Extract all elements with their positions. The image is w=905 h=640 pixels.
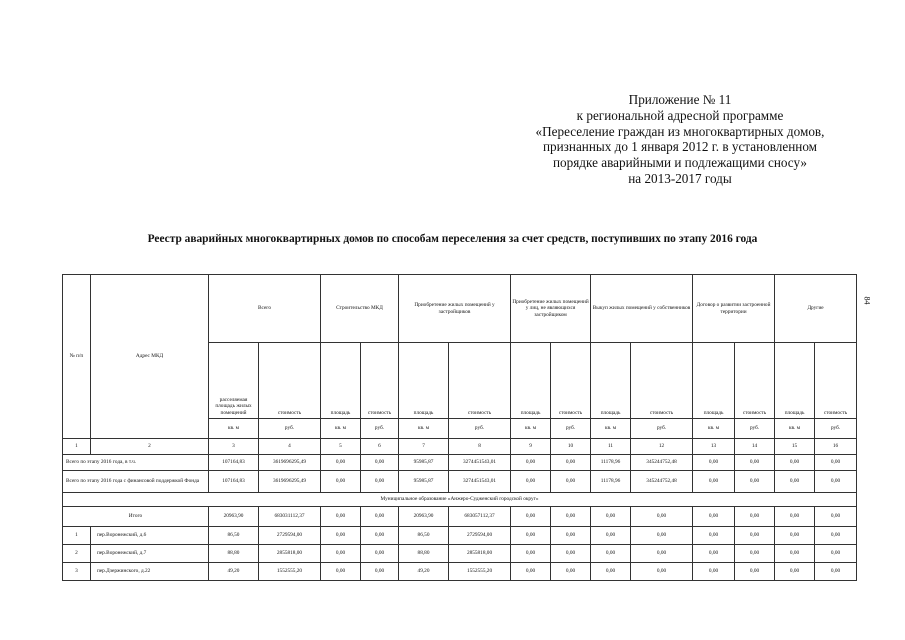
cell: 88,80: [399, 545, 449, 563]
appendix-line: на 2013-2017 годы: [628, 170, 732, 186]
column-number: 6: [361, 439, 399, 455]
unit-area: кв. м: [591, 419, 631, 439]
column-number: 7: [399, 439, 449, 455]
cell: 0,00: [551, 563, 591, 581]
column-number: 13: [693, 439, 735, 455]
municipality-label: Муниципальное образование «Анжеро-Судженский городской округ»: [63, 493, 857, 507]
sub-cost: стоимость: [735, 343, 775, 419]
cell: 95985,87: [399, 471, 449, 493]
cell: 0,00: [693, 527, 735, 545]
cell: 2855818,00: [449, 545, 511, 563]
table-row: [63, 471, 857, 493]
cell: 0,00: [321, 545, 361, 563]
appendix-line: Приложение № 11: [628, 92, 732, 107]
cell: 0,00: [693, 471, 735, 493]
unit-area: кв. м: [399, 419, 449, 439]
cell: 11178,96: [591, 455, 631, 471]
table-row: [63, 527, 857, 545]
column-number: 15: [775, 439, 815, 455]
appendix-line: «Переселение граждан из многоквартирных домов,: [535, 123, 825, 139]
sub-cost: стоимость: [815, 343, 857, 419]
sub-area: площадь: [693, 343, 735, 419]
cell: 0,00: [511, 471, 551, 493]
cell: 3619696295,49: [259, 455, 321, 471]
unit-area: кв. м: [775, 419, 815, 439]
cell: 49,20: [399, 563, 449, 581]
cell: 86,50: [209, 527, 259, 545]
cell: 1552555,20: [449, 563, 511, 581]
cell: 88,80: [209, 545, 259, 563]
row-address: пер.Воронежский, д.6: [91, 527, 209, 545]
cell: 20963,90: [209, 507, 259, 527]
sub-area: площадь: [591, 343, 631, 419]
unit-rub: руб.: [631, 419, 693, 439]
column-number: 8: [449, 439, 511, 455]
row-label: Всего по этапу 2016 года с финансовой поддержкой Фонда: [63, 471, 209, 493]
unit-area: кв. м: [209, 419, 259, 439]
cell: 345244752,48: [631, 455, 693, 471]
cell: 2855818,00: [259, 545, 321, 563]
page-number: 84: [862, 296, 872, 305]
sub-cost: стоимость: [449, 343, 511, 419]
cell: 0,00: [551, 507, 591, 527]
cell: 0,00: [815, 471, 857, 493]
cell: 0,00: [551, 471, 591, 493]
cell: 0,00: [321, 507, 361, 527]
header-purchase-developers: Приобретение жилых помещений у застройщиков: [399, 275, 511, 343]
cell: 0,00: [551, 527, 591, 545]
table-row: [63, 563, 857, 581]
cell: 0,00: [591, 527, 631, 545]
cell: 0,00: [321, 455, 361, 471]
column-number: 14: [735, 439, 775, 455]
column-number: 16: [815, 439, 857, 455]
sub-area-total: расселяемая площадь жилых помещений: [209, 343, 259, 419]
cell: 0,00: [775, 471, 815, 493]
sub-cost: стоимость: [259, 343, 321, 419]
cell: 0,00: [815, 545, 857, 563]
unit-rub: руб.: [551, 419, 591, 439]
cell: 49,20: [209, 563, 259, 581]
unit-area: кв. м: [693, 419, 735, 439]
sub-area: площадь: [775, 343, 815, 419]
cell: 0,00: [735, 545, 775, 563]
cell: 0,00: [631, 527, 693, 545]
column-number: 2: [91, 439, 209, 455]
row-address: пер.Дзержинского, д.22: [91, 563, 209, 581]
cell: 0,00: [321, 471, 361, 493]
cell: 0,00: [361, 527, 399, 545]
cell: 345244752,48: [631, 471, 693, 493]
column-number: 1: [63, 439, 91, 455]
row-number: 2: [63, 545, 91, 563]
cell: 0,00: [693, 545, 735, 563]
cell: 2729594,00: [259, 527, 321, 545]
cell: 2729594,00: [449, 527, 511, 545]
cell: 0,00: [775, 507, 815, 527]
cell: 0,00: [361, 507, 399, 527]
cell: 0,00: [511, 527, 551, 545]
cell: 3274451543,01: [449, 471, 511, 493]
cell: 0,00: [591, 545, 631, 563]
cell: 0,00: [511, 455, 551, 471]
cell: 0,00: [511, 563, 551, 581]
cell: 20963,90: [399, 507, 449, 527]
appendix-block: [480, 92, 880, 187]
cell: 0,00: [321, 527, 361, 545]
header-construction: Строительство МКД: [321, 275, 399, 343]
cell: 683057112,37: [449, 507, 511, 527]
appendix-line: порядке аварийными и подлежащими сносу»: [552, 155, 807, 171]
cell: 107164,83: [209, 471, 259, 493]
cell: 0,00: [735, 471, 775, 493]
cell: 0,00: [815, 507, 857, 527]
header-agreement: Договор о развитии застроенной территории: [693, 275, 775, 343]
municipality-row: [63, 493, 857, 507]
cell: 0,00: [815, 455, 857, 471]
row-address: пер.Воронежский, д.7: [91, 545, 209, 563]
cell: 0,00: [361, 455, 399, 471]
cell: 0,00: [591, 507, 631, 527]
cell: 0,00: [551, 545, 591, 563]
sub-area: площадь: [321, 343, 361, 419]
cell: 86,50: [399, 527, 449, 545]
unit-area: кв. м: [511, 419, 551, 439]
cell: 683031112,37: [259, 507, 321, 527]
header-other: Другие: [775, 275, 857, 343]
cell: 0,00: [511, 545, 551, 563]
header-buyout: Выкуп жилых помещений у собственников: [591, 275, 693, 343]
header-purchase-other: Приобретение жилых помещений у лиц, не являющихся застройщиком: [511, 275, 591, 343]
cell: 0,00: [735, 507, 775, 527]
unit-rub: руб.: [259, 419, 321, 439]
cell: 0,00: [735, 527, 775, 545]
subtotal-row: [63, 507, 857, 527]
cell: 0,00: [591, 563, 631, 581]
header-row-groups: [63, 275, 857, 343]
row-number: 1: [63, 527, 91, 545]
cell: 0,00: [735, 563, 775, 581]
cell: 0,00: [551, 455, 591, 471]
column-number-row: [63, 439, 857, 455]
sub-cost: стоимость: [551, 343, 591, 419]
cell: 0,00: [511, 507, 551, 527]
sub-cost: стоимость: [631, 343, 693, 419]
sub-area: площадь: [399, 343, 449, 419]
unit-area: кв. м: [321, 419, 361, 439]
appendix-line: признанных до 1 января 2012 г. в установленном: [542, 139, 818, 155]
cell: 0,00: [631, 545, 693, 563]
cell: 3619696295,49: [259, 471, 321, 493]
unit-rub: руб.: [449, 419, 511, 439]
cell: 0,00: [361, 471, 399, 493]
cell: 3274451543,01: [449, 455, 511, 471]
cell: 0,00: [775, 545, 815, 563]
column-number: 9: [511, 439, 551, 455]
cell: 0,00: [815, 527, 857, 545]
sub-cost: стоимость: [361, 343, 399, 419]
cell: 0,00: [693, 507, 735, 527]
table-row: [63, 455, 857, 471]
cell: 0,00: [735, 455, 775, 471]
cell: 0,00: [631, 507, 693, 527]
header-total: Всего: [209, 275, 321, 343]
column-number: 3: [209, 439, 259, 455]
table-row: [63, 545, 857, 563]
row-number: 3: [63, 563, 91, 581]
cell: 0,00: [693, 563, 735, 581]
column-number: 4: [259, 439, 321, 455]
cell: 0,00: [693, 455, 735, 471]
column-number: 12: [631, 439, 693, 455]
cell: 107164,83: [209, 455, 259, 471]
unit-rub: руб.: [735, 419, 775, 439]
cell: 1552555,20: [259, 563, 321, 581]
cell: 0,00: [775, 455, 815, 471]
cell: 0,00: [815, 563, 857, 581]
row-label: Всего по этапу 2016 года, в т.ч.: [63, 455, 209, 471]
cell: 95985,87: [399, 455, 449, 471]
column-number: 5: [321, 439, 361, 455]
column-number: 10: [551, 439, 591, 455]
column-number: 11: [591, 439, 631, 455]
subtotal-label: Итого: [63, 507, 209, 527]
unit-rub: руб.: [815, 419, 857, 439]
registry-table: [62, 274, 857, 581]
cell: 0,00: [361, 545, 399, 563]
sub-area: площадь: [511, 343, 551, 419]
header-num: № п/п: [63, 275, 91, 439]
cell: 0,00: [321, 563, 361, 581]
cell: 0,00: [775, 527, 815, 545]
page-title: Реестр аварийных многоквартирных домов по способам переселения за счет средств, поступивших по этапу 2016 года: [147, 233, 758, 245]
appendix-line: к региональной адресной программе: [576, 107, 784, 123]
cell: 0,00: [775, 563, 815, 581]
cell: 0,00: [361, 563, 399, 581]
cell: 0,00: [631, 563, 693, 581]
cell: 11178,96: [591, 471, 631, 493]
unit-rub: руб.: [361, 419, 399, 439]
header-address: Адрес МКД: [91, 275, 209, 439]
